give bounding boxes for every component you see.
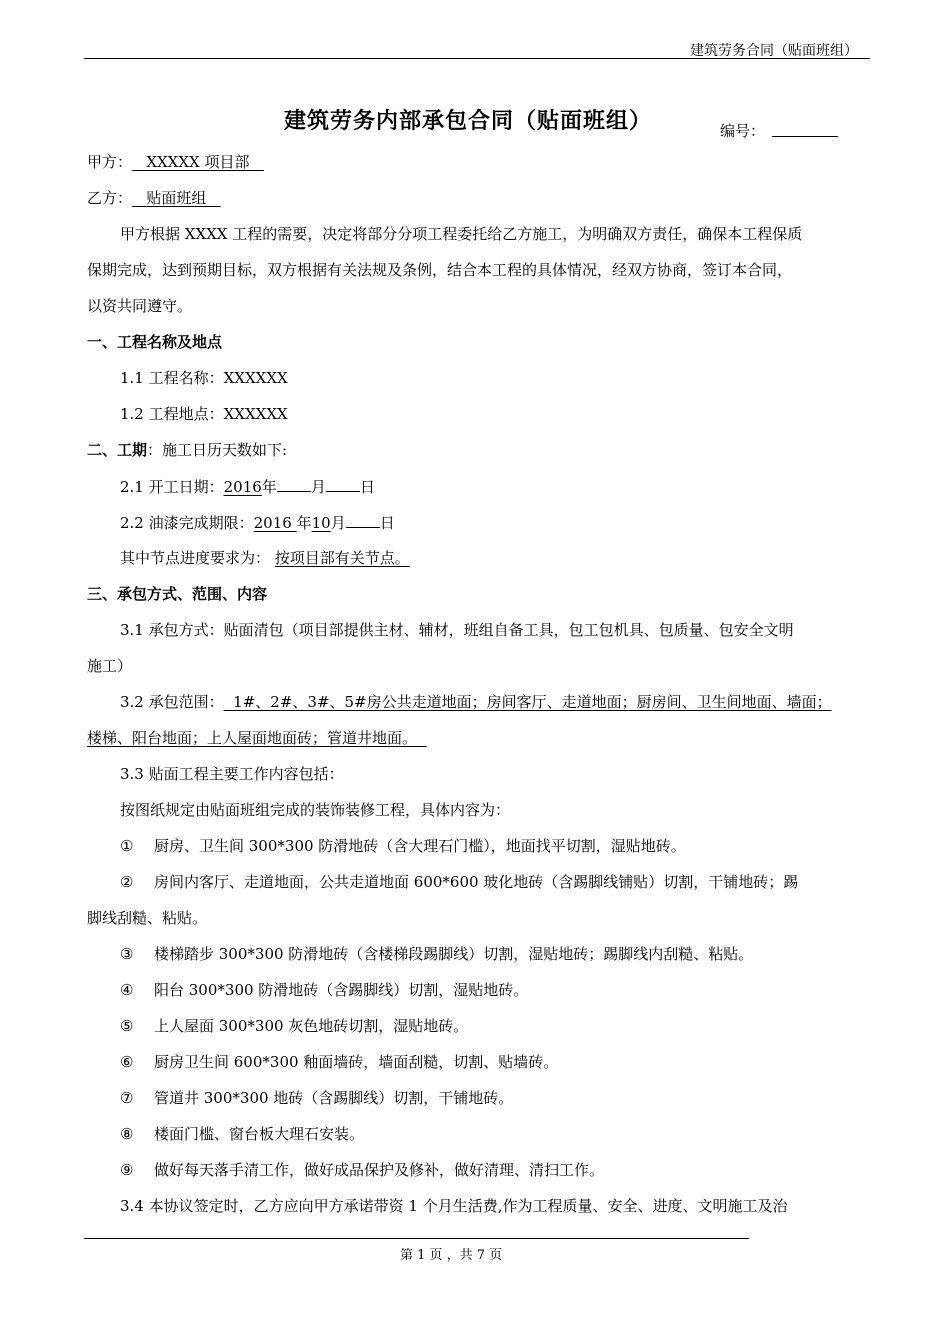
node-schedule: 其中节点进度要求为： 按项目部有关节点。 (120, 549, 410, 567)
contract-mode-line-2: 施工） (87, 657, 133, 675)
work-content-title: 3.3 贴面工程主要工作内容包括： (120, 765, 344, 783)
contract-mode-line-1: 3.1 承包方式：贴面清包（项目部提供主材、辅材，班组自备工具，包工包机具、包质量、包安全文明 (120, 621, 794, 639)
document-title: 建筑劳务内部承包合同（贴面班组） (284, 108, 653, 134)
list-item-continuation: 脚线刮糙、粘贴。 (87, 909, 208, 927)
party-a-label: 甲方： (87, 153, 133, 171)
contract-number-blank (772, 120, 838, 137)
party-a-value: XXXXX 项目部 (146, 153, 250, 171)
party-b-value: 贴面班组 (146, 189, 207, 207)
list-item: ⑤ 上人屋面 300*300 灰色地砖切割，湿贴地砖。 (120, 1017, 469, 1035)
party-b-label: 乙方： (87, 189, 133, 207)
work-content-intro: 按图纸规定由贴面班组完成的装饰装修工程，具体内容为： (120, 801, 511, 819)
list-item: ③ 楼梯踏步 300*300 防滑地砖（含楼梯段踢脚线）切割，湿贴地砖；踢脚线内刮糙、粘贴。 (120, 945, 754, 963)
section-3-heading: 三、承包方式、范围、内容 (87, 585, 268, 603)
footer-rule (84, 1238, 749, 1239)
list-item: ② 房间内客厅、走道地面，公共走道地面 600*600 玻化地砖（含踢脚线铺贴）切割，干铺地砖；踢 (120, 873, 799, 891)
contract-number-label: 编号： (720, 122, 766, 140)
list-item: ① 厨房、卫生间 300*300 防滑地砖（含大理石门槛），地面找平切割，湿贴地砖。 (120, 837, 686, 855)
contract-scope-line-2: 楼梯、阳台地面；上人屋面地面砖；管道井地面。 (87, 729, 418, 747)
project-location: 1.2 工程地点：XXXXXX (120, 405, 288, 423)
list-item: ④ 阳台 300*300 防滑地砖（含踢脚线）切割，湿贴地砖。 (120, 981, 529, 999)
list-item: ⑥ 厨房卫生间 600*300 釉面墙砖，墙面刮糙，切割、贴墙砖。 (120, 1053, 559, 1071)
finish-deadline: 2.2 油漆完成期限：2016 年10月 日 (120, 514, 395, 532)
list-item: ⑦ 管道井 300*300 地砖（含踢脚线）切割，干铺地砖。 (120, 1089, 514, 1107)
list-item: ⑨ 做好每天落手清工作，做好成品保护及修补，做好清理、清扫工作。 (120, 1161, 605, 1179)
intro-line-2: 保期完成，达到预期目标，双方根据有关法规及条例，结合本工程的具体情况，经双方协商，签订本合同， (87, 261, 793, 279)
intro-line-1: 甲方根据 XXXX 工程的需要，决定将部分分项工程委托给乙方施工，为明确双方责任，确保本工程保质 (120, 225, 803, 243)
running-header: 建筑劳务合同（贴面班组） (690, 43, 858, 59)
start-date: 2.1 开工日期：2016年 月 日 (120, 478, 375, 496)
contract-scope-line-1: 3.2 承包范围： 1#、2#、3#、5#房公共走道地面；房间客厅、走道地面；厨房间、卫生间地面、墙面； (120, 693, 832, 711)
deposit-clause: 3.4 本协议签定时，乙方应向甲方承诺带资 1 个月生活费,作为工程质量、安全、进度、文明施工及治 (120, 1197, 788, 1215)
project-name: 1.1 工程名称：XXXXXX (120, 369, 288, 387)
intro-line-3: 以资共同遵守。 (87, 297, 193, 315)
party-b (87, 188, 221, 208)
header-rule (84, 58, 870, 59)
section-2-heading: 二、工期：施工日历天数如下: (87, 441, 288, 459)
party-a (87, 152, 264, 172)
section-1-heading: 一、工程名称及地点 (87, 333, 223, 351)
page-number: 第 1 页 ，共 7 页 (400, 1248, 503, 1263)
list-item: ⑧ 楼面门槛、窗台板大理石安装。 (120, 1125, 365, 1143)
